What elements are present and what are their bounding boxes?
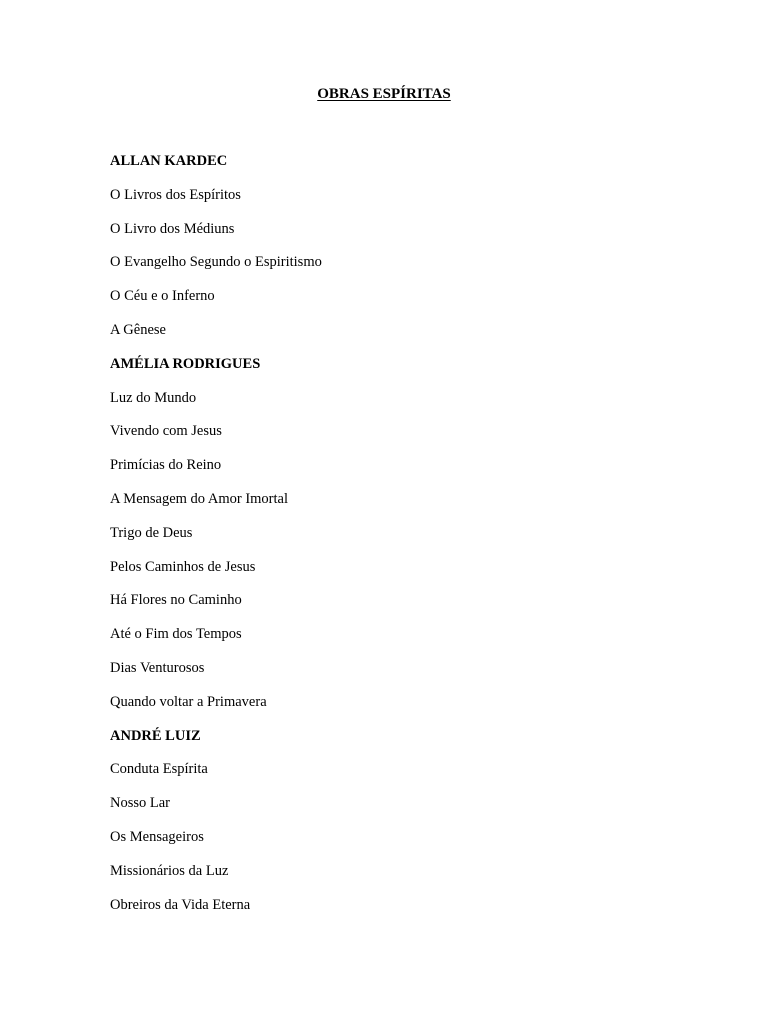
author-section [110, 150, 710, 353]
work-title: Os Mensageiros [110, 828, 204, 845]
author-section [110, 725, 710, 928]
work-title: Pelos Caminhos de Jesus [110, 558, 256, 575]
author-heading: ANDRÉ LUIZ [110, 727, 201, 744]
work-title: A Mensagem do Amor Imortal [110, 490, 289, 507]
work-title: A Gênese [110, 321, 166, 338]
author-heading: ALLAN KARDEC [110, 153, 228, 169]
work-title: Dias Venturosos [110, 659, 205, 676]
work-title: Luz do Mundo [110, 389, 197, 406]
document-body [110, 150, 710, 927]
work-title: Conduta Espírita [110, 761, 208, 778]
work-title: Nosso Lar [110, 795, 171, 812]
work-title: Quando voltar a Primavera [110, 693, 267, 710]
work-title: Vivendo com Jesus [110, 423, 222, 440]
work-title: Missionários da Luz [110, 862, 229, 879]
document-title: OBRAS ESPÍRITAS [317, 86, 451, 102]
work-title: O Livros dos Espíritos [110, 186, 241, 203]
work-title: Primícias do Reino [110, 457, 222, 474]
work-title: Até o Fim dos Tempos [110, 626, 242, 643]
work-title: Há Flores no Caminho [110, 592, 242, 609]
work-title: O Céu e o Inferno [110, 288, 215, 305]
work-title: O Livro dos Médiuns [110, 220, 235, 237]
author-heading: AMÉLIA RODRIGUES [110, 355, 261, 372]
work-title: Trigo de Deus [110, 524, 193, 541]
work-title: O Evangelho Segundo o Espiritismo [110, 254, 322, 271]
author-section [110, 353, 710, 725]
work-title: Obreiros da Vida Eterna [110, 896, 251, 913]
